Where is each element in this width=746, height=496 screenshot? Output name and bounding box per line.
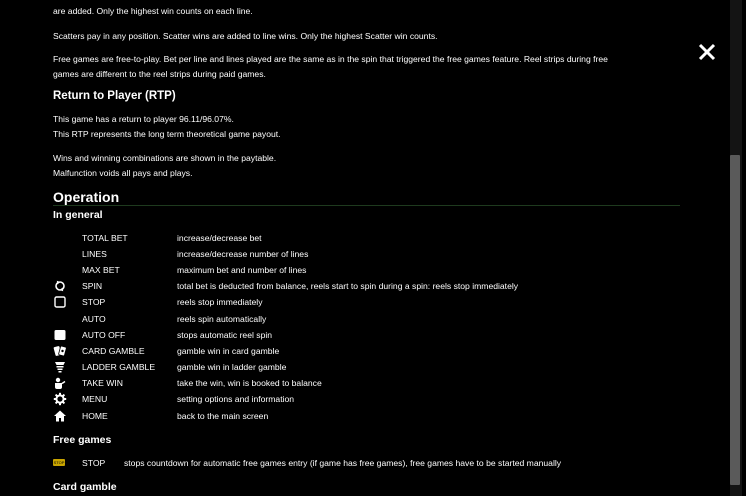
op-desc: increase/decrease number of lines <box>177 249 309 259</box>
op-desc: reels stop immediately <box>177 297 263 307</box>
op-label: CARD GAMBLE <box>82 346 145 356</box>
op-label: LADDER GAMBLE <box>82 362 156 372</box>
in-general-heading: In general <box>53 209 103 221</box>
op-desc: gamble win in ladder gamble <box>177 362 287 372</box>
rtp-line-2: This RTP represents the long term theoretical game payout. <box>53 129 281 139</box>
op-desc: increase/decrease bet <box>177 233 262 243</box>
rtp-heading: Return to Player (RTP) <box>53 90 176 102</box>
notes-line-2: Malfunction voids all pays and plays. <box>53 168 193 178</box>
op-desc: back to the main screen <box>177 411 269 421</box>
op-desc: take the win, win is booked to balance <box>177 378 322 388</box>
op-desc: total bet is deducted from balance, reels start to spin during a spin: reels stop immediately <box>177 281 519 291</box>
gear-icon <box>53 392 67 406</box>
section-divider <box>53 205 680 206</box>
op-label: TOTAL BET <box>82 233 128 243</box>
op-label: MENU <box>82 394 108 404</box>
home-icon <box>53 409 67 423</box>
op-desc: reels spin automatically <box>177 314 267 324</box>
rtp-line-1: This game has a return to player 96.11/96.07%. <box>53 114 234 124</box>
paragraph-scatters: Scatters pay in any position. Scatter wins are added to line wins. Only the highest Scatter win counts. <box>53 31 438 41</box>
op-label: SPIN <box>82 281 103 291</box>
close-icon[interactable] <box>696 41 718 63</box>
spin-icon <box>53 279 67 293</box>
op-label: AUTO <box>82 314 106 324</box>
op-desc: maximum bet and number of lines <box>177 265 307 275</box>
help-content <box>53 0 693 496</box>
ladder-gamble-icon <box>53 360 67 374</box>
op-label: AUTO OFF <box>82 330 126 340</box>
stop-icon <box>53 295 67 309</box>
op-label: HOME <box>82 411 108 421</box>
op-label: STOP <box>82 297 106 307</box>
paragraph-line-wins: are added. Only the highest win counts on each line. <box>53 6 253 16</box>
op-desc: gamble win in card gamble <box>177 346 280 356</box>
free-games-heading: Free games <box>53 434 112 446</box>
op-label: LINES <box>82 249 107 259</box>
free-games-label: STOP <box>82 458 106 468</box>
take-win-icon <box>53 376 67 390</box>
notes-line-1: Wins and winning combinations are shown in the paytable. <box>53 153 277 163</box>
card-gamble-icon <box>53 344 67 358</box>
paragraph-free-games-2: games are different to the reel strips during paid games. <box>53 69 266 79</box>
auto-off-icon <box>53 328 67 342</box>
stop-badge-icon: STOP <box>53 460 65 465</box>
op-label: MAX BET <box>82 265 120 275</box>
card-gamble-heading: Card gamble <box>53 481 117 493</box>
scrollbar-thumb[interactable] <box>730 155 740 485</box>
operation-heading: Operation <box>53 189 120 205</box>
op-desc: setting options and information <box>177 394 295 404</box>
paragraph-free-games-1: Free games are free-to-play. Bet per line and lines played are the same as in the spin that triggered the free games feature. Reel strips during free <box>53 54 608 64</box>
op-label: TAKE WIN <box>82 378 123 388</box>
free-games-desc: stops countdown for automatic free games entry (if game has free games), free games have to be started manually <box>124 458 562 468</box>
op-desc: stops automatic reel spin <box>177 330 273 340</box>
